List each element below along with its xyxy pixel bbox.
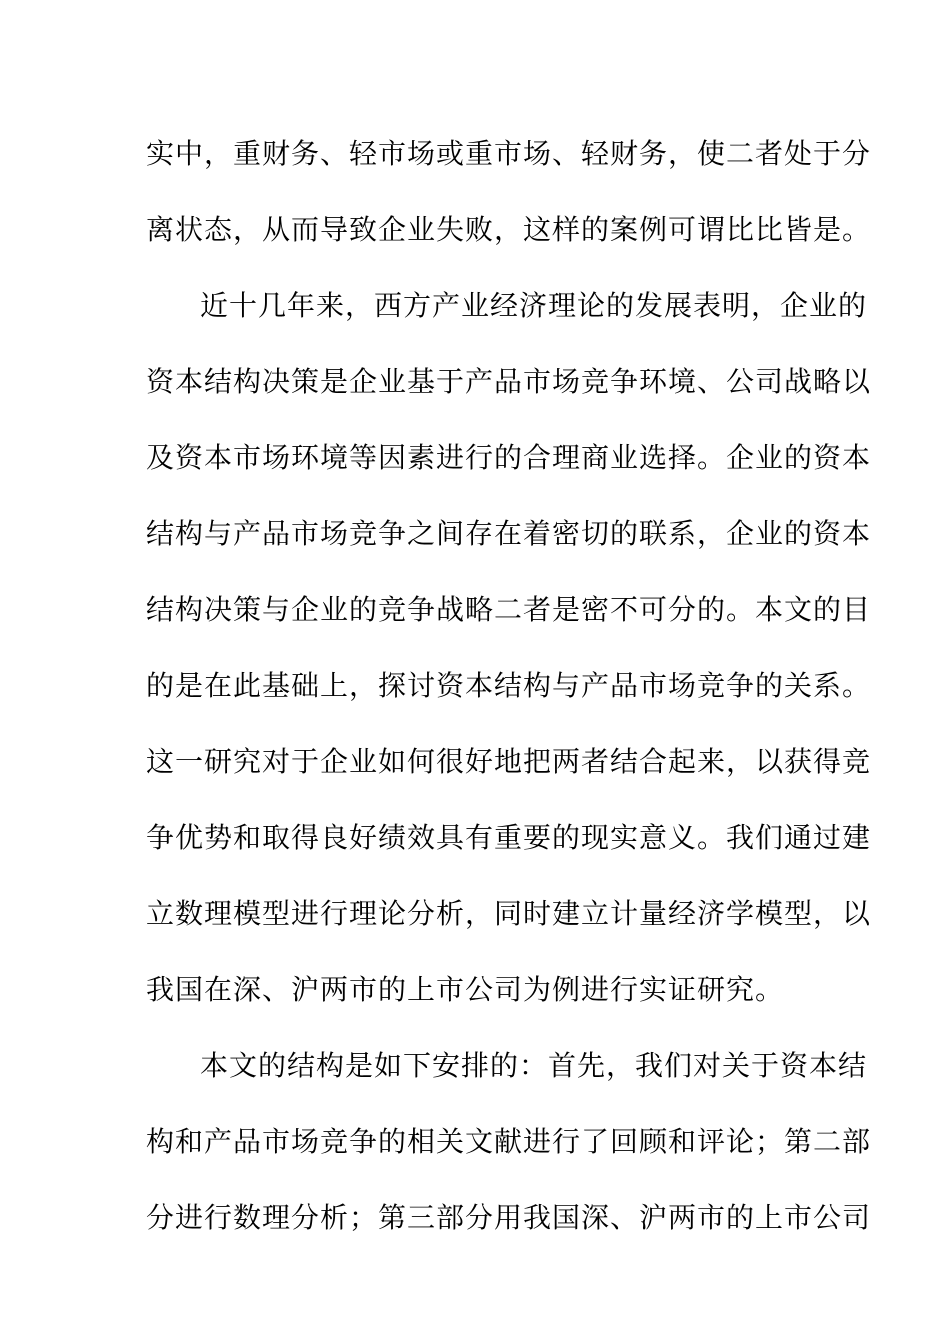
text-line: 争优势和取得良好绩效具有重要的现实意义。我们通过建	[146, 821, 872, 854]
text-line: 构和产品市场竞争的相关文献进行了回顾和评论；第二部	[146, 1125, 872, 1158]
text-line: 我国在深、沪两市的上市公司为例进行实证研究。	[146, 973, 785, 1006]
text-line: 离状态，从而导致企业失败，这样的案例可谓比比皆是。	[146, 213, 872, 246]
text-line: 结构决策与企业的竞争战略二者是密不可分的。本文的目	[146, 593, 872, 626]
text-line: 及资本市场环境等因素进行的合理商业选择。企业的资本	[146, 441, 872, 474]
paragraph-start-line: 本文的结构是如下安排的：首先，我们对关于资本结	[200, 1049, 868, 1082]
body-text	[146, 116, 872, 1256]
paragraph-start-line: 近十几年来，西方产业经济理论的发展表明，企业的	[200, 289, 868, 322]
text-line: 立数理模型进行理论分析，同时建立计量经济学模型，以	[146, 897, 872, 930]
text-line: 结构与产品市场竞争之间存在着密切的联系，企业的资本	[146, 517, 872, 550]
text-line: 这一研究对于企业如何很好地把两者结合起来，以获得竞	[146, 745, 872, 778]
text-line: 资本结构决策是企业基于产品市场竞争环境、公司战略以	[146, 365, 872, 398]
text-line: 实中，重财务、轻市场或重市场、轻财务，使二者处于分	[146, 137, 872, 170]
text-line: 分进行数理分析；第三部分用我国深、沪两市的上市公司	[146, 1201, 872, 1234]
text-line: 的是在此基础上，探讨资本结构与产品市场竞争的关系。	[146, 669, 872, 702]
